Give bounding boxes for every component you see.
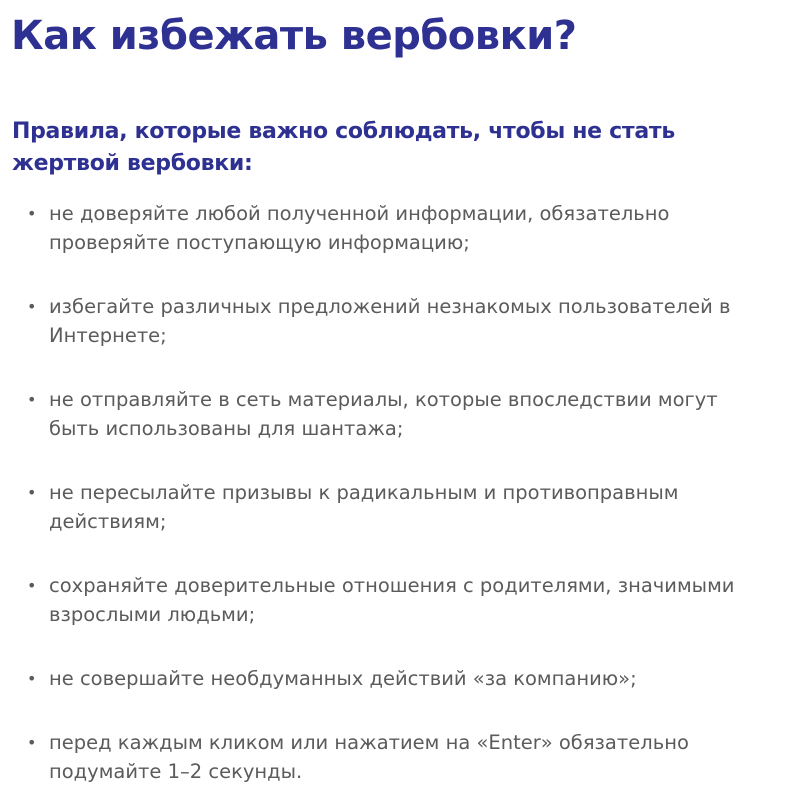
bullet-icon: •: [27, 204, 37, 223]
rule-item: [0, 385, 792, 443]
rule-text: сохраняйте доверительные отношения с родителями, значимыми взрослыми людьми;: [49, 574, 735, 626]
rule-item: [0, 478, 792, 536]
rules-subtitle: Правила, которые важно соблюдать, чтобы не стать жертвой вербовки:: [12, 119, 675, 176]
bullet-icon: •: [27, 733, 37, 752]
rules-list: [0, 199, 792, 786]
rule-text: не совершайте необдуманных действий «за компанию»;: [49, 667, 637, 690]
rule-item: [0, 728, 792, 786]
rule-text: не пересылайте призывы к радикальным и противоправным действиям;: [49, 481, 679, 533]
rule-item: [0, 199, 792, 257]
rule-text: избегайте различных предложений незнакомых пользователей в Интернете;: [49, 295, 731, 347]
bullet-icon: •: [27, 576, 37, 595]
bullet-icon: •: [27, 669, 37, 688]
rule-text: не отправляйте в сеть материалы, которые впоследствии могут быть использованы для шантажа;: [49, 388, 718, 440]
rule-item: [0, 664, 792, 693]
bullet-icon: •: [27, 297, 37, 316]
bullet-icon: •: [27, 390, 37, 409]
rule-text: перед каждым кликом или нажатием на «Enter» обязательно подумайте 1–2 секунды.: [49, 731, 689, 783]
rule-item: [0, 571, 792, 629]
rule-item: [0, 292, 792, 350]
page-title: Как избежать вербовки?: [11, 13, 577, 59]
bullet-icon: •: [27, 483, 37, 502]
rule-text: не доверяйте любой полученной информации, обязательно проверяйте поступающую информацию;: [49, 202, 670, 254]
